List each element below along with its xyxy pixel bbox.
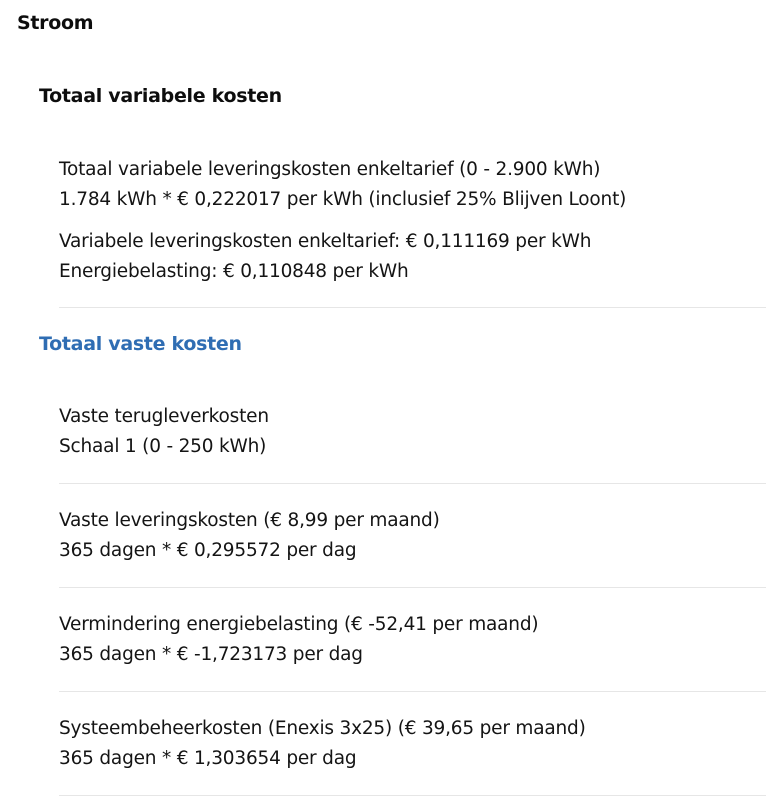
fixed-item-label: Systeembeheerkosten (Enexis 3x25) (€ 39,65 per maand)	[59, 718, 586, 739]
variable-delivery-calculation: 1.784 kWh * € 0,222017 per kWh (inclusief 25% Blijven Loont)	[59, 189, 627, 210]
divider	[59, 483, 766, 484]
variable-delivery-rate: Variabele leveringskosten enkeltarief: € 0,111169 per kWh	[59, 231, 592, 252]
fixed-item-detail: 365 dagen * € -1,723173 per dag	[59, 644, 363, 665]
page-heading: Stroom	[17, 12, 94, 34]
fixed-item-label: Vaste leveringskosten (€ 8,99 per maand)	[59, 510, 440, 531]
fixed-item-detail: 365 dagen * € 0,295572 per dag	[59, 540, 357, 561]
variable-costs-title: Totaal variabele kosten	[39, 85, 282, 107]
fixed-item-label: Vaste terugleverkosten	[59, 406, 269, 427]
fixed-item-detail: Schaal 1 (0 - 250 kWh)	[59, 436, 267, 457]
energy-tax-rate: Energiebelasting: € 0,110848 per kWh	[59, 261, 409, 282]
variable-delivery-total: Totaal variabele leveringskosten enkeltarief (0 - 2.900 kWh)	[59, 159, 601, 180]
fixed-item-detail: 365 dagen * € 1,303654 per dag	[59, 748, 357, 769]
fixed-costs-title[interactable]: Totaal vaste kosten	[39, 333, 242, 355]
divider	[59, 587, 766, 588]
divider	[59, 307, 766, 308]
divider	[59, 691, 766, 692]
divider	[59, 795, 766, 796]
fixed-item-label: Vermindering energiebelasting (€ -52,41 per maand)	[59, 614, 539, 635]
